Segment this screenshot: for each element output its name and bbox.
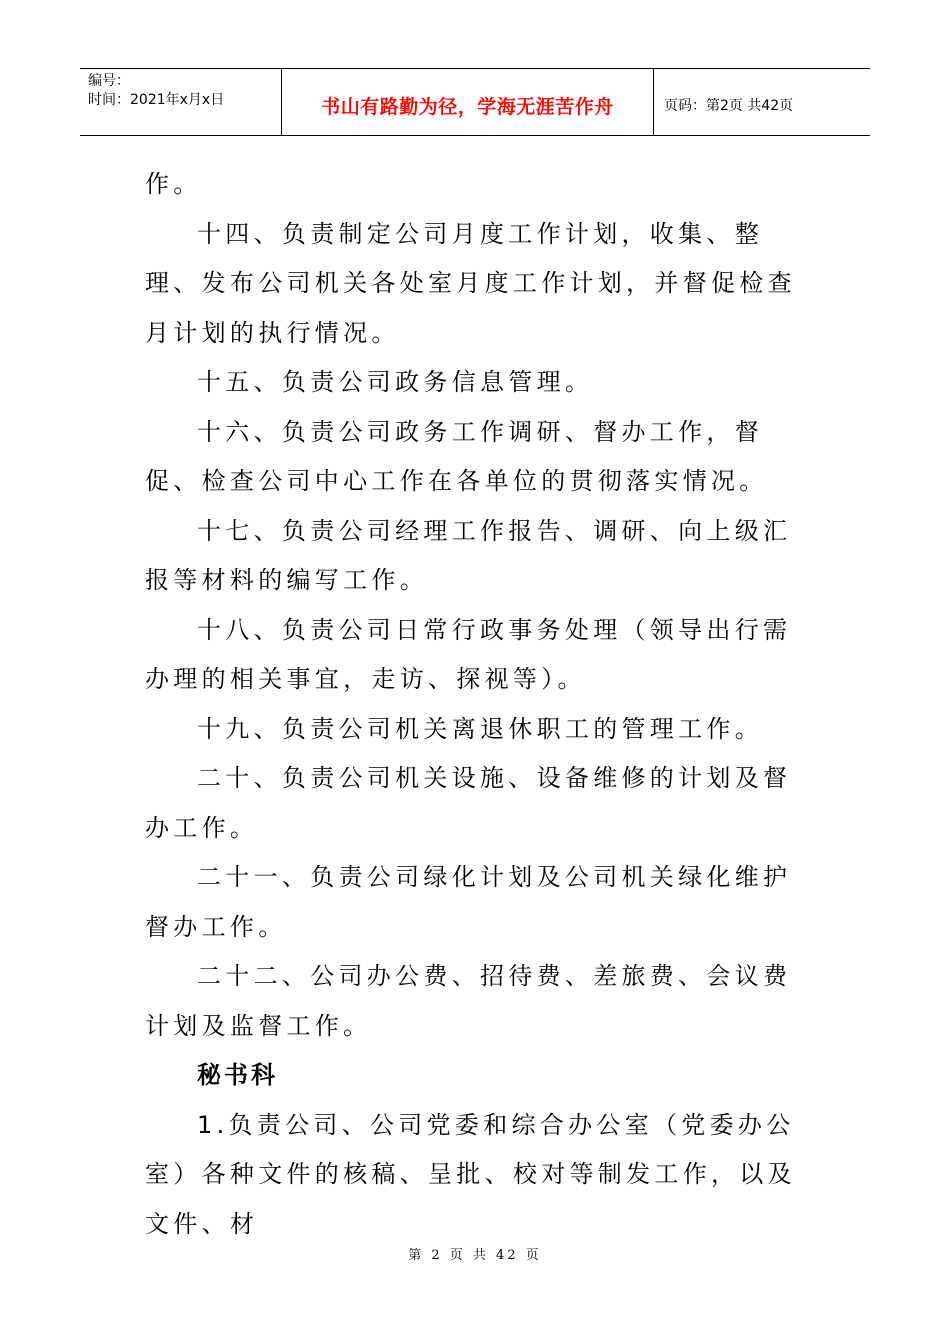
paragraph: 二十一、负责公司绿化计划及公司机关绿化维护督办工作。 (145, 863, 792, 941)
paragraph: 十八、负责公司日常行政事务处理（领导出行需办理的相关事宜，走访、探视等）。 (145, 615, 792, 693)
paragraph: 作。 (145, 170, 202, 198)
page-footer (0, 1244, 950, 1263)
footer-page-number: 第 2 页 共 42 页 (408, 1248, 542, 1263)
document-body (145, 160, 810, 1249)
paragraph: 二十二、公司办公费、招待费、差旅费、会议费计划及监督工作。 (145, 962, 792, 1040)
paragraph: 十五、负责公司政务信息管理。 (197, 368, 594, 396)
header-motto-cell (282, 69, 654, 135)
header-page-info: 页码：第2页 共42页 (664, 98, 794, 114)
paragraph: 1.负责公司、公司党委和综合办公室（党委办公室）各种文件的核稿、呈批、校对等制发工作，以及文件、材 (145, 1110, 796, 1238)
paragraph: 二十、负责公司机关设施、设备维修的计划及督办工作。 (145, 764, 792, 842)
header-motto: 书山有路勤为径，学海无涯苦作舟 (321, 95, 614, 118)
header-left-cell (80, 69, 282, 135)
document-number-label: 编号： (88, 73, 130, 89)
section-heading: 秘书科 (197, 1061, 278, 1089)
paragraph: 十六、负责公司政务工作调研、督办工作，督促、检查公司中心工作在各单位的贯彻落实情况。 (145, 417, 768, 495)
header-page-cell (654, 69, 870, 135)
paragraph: 十七、负责公司经理工作报告、调研、向上级汇报等材料的编写工作。 (145, 516, 792, 594)
paragraph: 十四、负责制定公司月度工作计划，收集、整理、发布公司机关各处室月度工作计划，并督促检查月计划的执行情况。 (145, 219, 796, 347)
paragraph: 十九、负责公司机关离退休职工的管理工作。 (197, 714, 763, 743)
page-header (80, 68, 870, 136)
document-date-label: 时间：2021年x月x日 (88, 92, 225, 108)
